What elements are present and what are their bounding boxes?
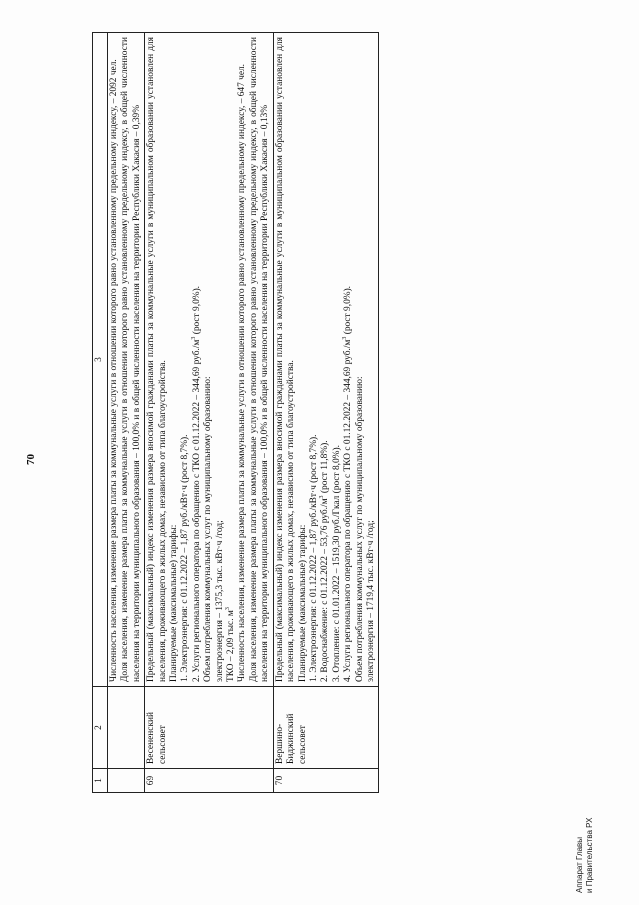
row-description [108, 33, 145, 687]
table-row [145, 33, 273, 793]
text-line: Предельный (максимальный) индекс изменения размера вносимой гражданами платы за коммунальные услуги в муниципальном образовании установлен для населения, проживающего в жилых домах, независимо от типа благоустройства. [274, 37, 297, 682]
column-header: 3 [93, 33, 108, 687]
municipality-name: Весененский сельсовет [145, 687, 273, 769]
row-description [273, 33, 379, 687]
cubic-superscript: 3 [342, 336, 348, 340]
page-number: 70 [25, 454, 37, 465]
tariff-table [92, 32, 379, 793]
text-line: электроэнергия – 1375,3 тыс. кВт·ч /год; [214, 520, 225, 682]
column-header: 1 [93, 769, 108, 793]
table-row [108, 33, 145, 793]
growth-text: (рост 9,0%). [191, 285, 202, 337]
row-number [108, 769, 145, 793]
cubic-superscript: 3 [224, 607, 231, 611]
text-line: Планируемые (максимальные) тарифы: [297, 524, 308, 682]
tko-tariff-text: 2. Услуги регионального оператора по обращению с ТКО с 01.12.2022 – 344,69 руб./м [191, 339, 202, 682]
text-line: 1. Электроэнергия: с 01.12.2022 – 1,87 руб./кВт·ч (рост 8,7%). [180, 434, 191, 682]
text-line-tko-volume [226, 37, 237, 682]
municipality-name: Вершино-Биджинский сельсовет [273, 687, 379, 769]
row-number: 70 [273, 769, 379, 793]
row-number: 69 [145, 769, 273, 793]
text-line: Доля населения, изменение размера платы за коммунальные услуги в отношении которого равно установленному предельному индексу, в общей численности населения на территории муниципального образования – 100,0% и в общей численности населения на территории Республики Хакасия – 0,13% [248, 37, 271, 682]
water-tariff-text: 2. Водоснабжение: с 01.12.2022 – 53,76 руб./м [320, 498, 331, 682]
text-line: 1. Электроэнергия: с 01.12.2022 – 1,87 руб./кВт·ч (рост 8,7%). [308, 434, 319, 682]
text-line-tko [192, 37, 203, 682]
text-line: Предельный (максимальный) индекс изменения размера вносимой гражданами платы за коммунальные услуги в муниципальном образовании установлен для населения, проживающего в жилых домах, независимо от типа благоустройства. [146, 37, 168, 682]
tko-tariff-text: 4. Услуги регионального оператора по обращению с ТКО с 01.12.2022 – 344,69 руб./м [343, 339, 354, 682]
growth-text: (рост 11,8%). [320, 440, 331, 496]
text-line: 3. Отопление: с 01.01.2022 – 1519,30 руб./Гкал (рост 8,0%). [331, 445, 342, 682]
office-stamp [575, 818, 595, 893]
text-line: электроэнергия – 1719,4 тыс. кВт·ч /год; [365, 520, 376, 682]
text-line: Планируемые (максимальные) тарифы: [169, 524, 180, 682]
text-line: Численность населения, изменение размера платы за коммунальные услуги в отношении которого равно установленному предельному индексу, – 2092 чел. [109, 59, 119, 682]
tko-volume-text: ТКО – 2,09 тыс. м [226, 610, 237, 682]
text-line: Объем потребления коммунальных услуг по муниципальному образованию: [203, 376, 214, 682]
table-header-row [93, 33, 108, 793]
column-header: 2 [93, 687, 108, 769]
text-line: Объем потребления коммунальных услуг по муниципальному образованию: [354, 376, 365, 682]
cubic-superscript: 3 [190, 336, 197, 340]
text-line-tko [343, 37, 354, 682]
text-line: Доля населения, изменение размера платы за коммунальные услуги в отношении которого равно установленному предельному индексу, в общей численности населения на территории муниципального образования – 100,0% и в общей численности населения на территории Республики Хакасия – 0,39% [120, 37, 142, 682]
stamp-line: Аппарат Главы [575, 836, 584, 893]
stamp-line: и Правительства РХ [585, 817, 594, 893]
growth-text: (рост 9,0%). [343, 285, 354, 337]
text-line-water [320, 37, 331, 682]
text-line: Численность населения, изменение размера платы за коммунальные услуги в отношении которого равно установленному предельному индексу, – 647 чел. [237, 63, 248, 682]
table-row [273, 33, 379, 793]
cubic-superscript: 3 [319, 495, 326, 499]
municipality-name [108, 687, 145, 769]
row-description [145, 33, 273, 687]
